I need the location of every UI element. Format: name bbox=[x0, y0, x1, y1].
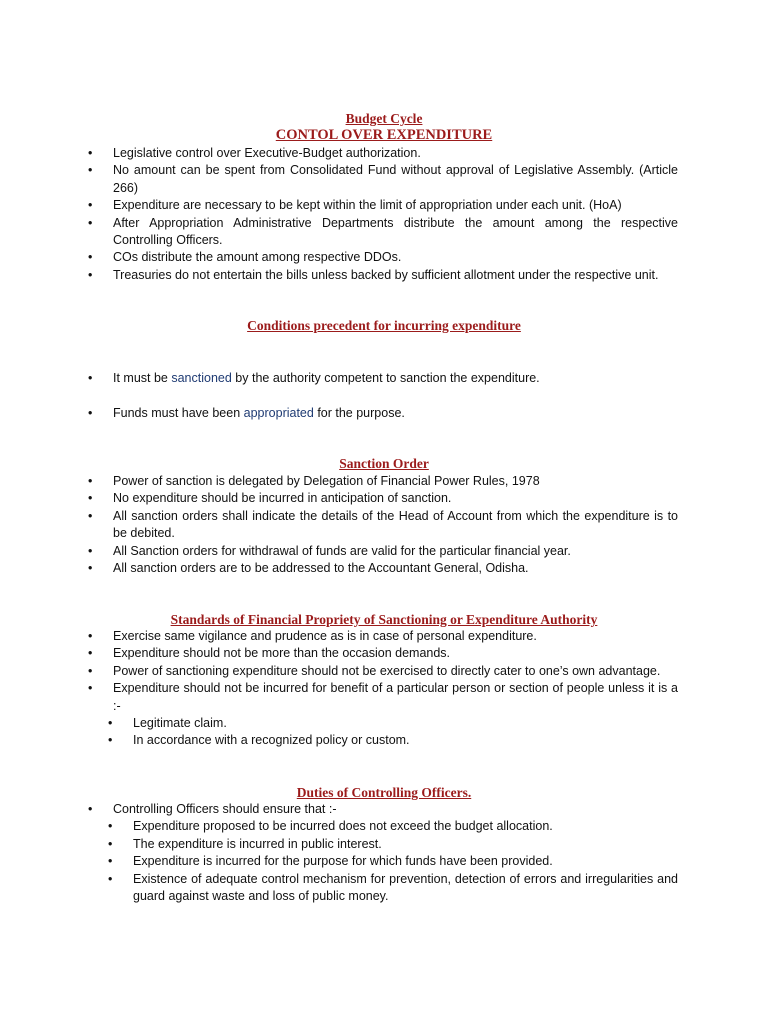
heading-sanction-order: Sanction Order bbox=[339, 456, 429, 471]
conditions-list-2 bbox=[88, 405, 678, 422]
sanction-list bbox=[88, 473, 678, 577]
list-item: • Power of sanctioning expenditure should not be exercised to directly cater to one’s own advantage. bbox=[88, 663, 678, 680]
list-item: • Expenditure should not be more than the occasion demands. bbox=[88, 645, 678, 662]
item-text: by the authority competent to sanction the expenditure. bbox=[231, 371, 540, 385]
list-item: • All sanction orders are to be addressed to the Accountant General, Odisha. bbox=[88, 560, 678, 577]
list-item: • Legislative control over Executive-Budget authorization. bbox=[88, 145, 678, 162]
list-item: • Treasuries do not entertain the bills unless backed by sufficient allotment under the respective unit. bbox=[88, 267, 678, 284]
sub-list-container bbox=[88, 818, 678, 905]
list-item: • Exercise same vigilance and prudence as is in case of personal expenditure. bbox=[88, 628, 678, 645]
sub-list-item: • In accordance with a recognized policy or custom. bbox=[108, 732, 678, 749]
keyword-sanctioned: sanctioned bbox=[171, 371, 232, 385]
sub-list-item: • The expenditure is incurred in public interest. bbox=[108, 836, 678, 853]
heading-conditions: Conditions precedent for incurring expenditure bbox=[247, 318, 521, 333]
sub-list-item: • Existence of adequate control mechanism for prevention, detection of errors and irregularities and guard against waste and loss of public money. bbox=[108, 871, 678, 906]
heading-standards: Standards of Financial Propriety of Sanctioning or Expenditure Authority bbox=[170, 612, 598, 627]
sub-list-item: • Expenditure is incurred for the purpose for which funds have been provided. bbox=[108, 853, 678, 870]
list-item: • Power of sanction is delegated by Delegation of Financial Power Rules, 1978 bbox=[88, 473, 678, 490]
list-item: • COs distribute the amount among respective DDOs. bbox=[88, 249, 678, 266]
item-text: It must be bbox=[113, 371, 172, 385]
list-item bbox=[88, 405, 678, 422]
sub-list-container bbox=[88, 715, 678, 750]
list-item: • Expenditure should not be incurred for benefit of a particular person or section of people unless it is a :- bbox=[88, 680, 678, 715]
standards-list bbox=[88, 628, 678, 750]
list-item: • After Appropriation Administrative Departments distribute the amount among the respective Controlling Officers. bbox=[88, 215, 678, 250]
heading-budget-cycle: Budget Cycle bbox=[345, 111, 423, 126]
duties-list bbox=[88, 801, 678, 905]
heading-control-over-expenditure: CONTOL OVER EXPENDITURE bbox=[275, 127, 493, 143]
duties-sub-list bbox=[88, 818, 678, 905]
sub-list-item: • Expenditure proposed to be incurred does not exceed the budget allocation. bbox=[108, 818, 678, 835]
list-item: • Expenditure are necessary to be kept within the limit of appropriation under each unit. (HoA) bbox=[88, 197, 678, 214]
item-text: for the purpose. bbox=[313, 406, 405, 420]
list-item: • No amount can be spent from Consolidated Fund without approval of Legislative Assembly. (Article 266) bbox=[88, 162, 678, 197]
list-item: • All Sanction orders for withdrawal of funds are valid for the particular financial year. bbox=[88, 543, 678, 560]
sub-list-item: • Legitimate claim. bbox=[108, 715, 678, 732]
heading-duties: Duties of Controlling Officers. bbox=[296, 785, 472, 800]
budget-list bbox=[88, 145, 678, 284]
list-item: • All sanction orders shall indicate the details of the Head of Account from which the expenditure is to be debited. bbox=[88, 508, 678, 543]
item-text: Funds must have been bbox=[113, 406, 244, 420]
keyword-appropriated: appropriated bbox=[243, 406, 314, 420]
standards-sub-list bbox=[88, 715, 678, 750]
conditions-list-1 bbox=[88, 370, 678, 387]
list-item bbox=[88, 370, 678, 387]
list-item: • No expenditure should be incurred in anticipation of sanction. bbox=[88, 490, 678, 507]
list-item: • Controlling Officers should ensure that :- bbox=[88, 801, 678, 818]
